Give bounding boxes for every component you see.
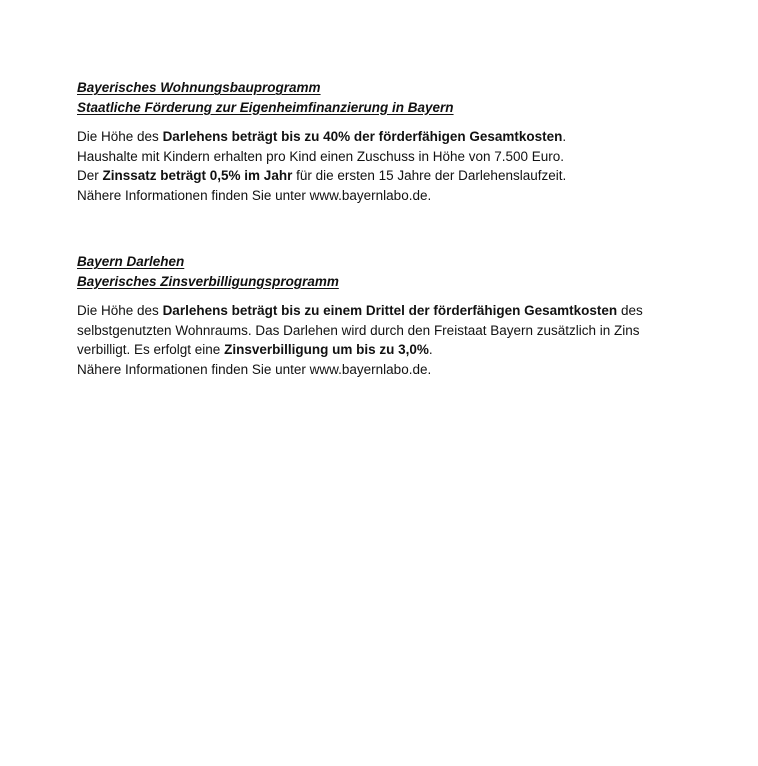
body-line-4: Nähere Informationen finden Sie unter www.bayernlabo.de.: [77, 361, 432, 377]
body-line-3: [77, 340, 697, 360]
section-wohnungsbauprogramm: [77, 78, 697, 205]
section-body: [77, 127, 697, 205]
body-line-3: [77, 166, 697, 186]
bold-text: Darlehens beträgt bis zu 40% der förderfähigen Gesamtkosten: [162, 129, 563, 144]
section-heading-line1: Bayern Darlehen: [77, 254, 185, 269]
text: Die Höhe des: [77, 129, 163, 144]
text: des: [617, 303, 643, 318]
section-heading-line2: Bayerisches Zinsverbilligungsprogramm: [77, 273, 339, 289]
section-body: [77, 301, 697, 379]
bold-text: Zinssatz beträgt 0,5% im Jahr: [102, 168, 293, 183]
body-line-1: [77, 301, 697, 321]
body-line-4: Nähere Informationen finden Sie unter www.bayernlabo.de.: [77, 187, 432, 203]
section-heading-line1: Bayerisches Wohnungsbauprogramm: [77, 80, 321, 95]
body-line-1: [77, 127, 697, 147]
text: für die ersten 15 Jahre der Darlehenslaufzeit.: [292, 168, 567, 183]
text: Die Höhe des: [77, 303, 163, 318]
section-bayern-darlehen: [77, 252, 697, 379]
text: Der: [77, 168, 103, 183]
text: .: [428, 342, 433, 357]
section-heading-line2: Staatliche Förderung zur Eigenheimfinanzierung in Bayern: [77, 99, 454, 115]
bold-text: Zinsverbilligung um bis zu 3,0%: [224, 342, 429, 357]
body-line-2: selbstgenutzten Wohnraums. Das Darlehen wird durch den Freistaat Bayern zusätzlich in Zins: [77, 322, 640, 338]
text: .: [562, 129, 567, 144]
text: verbilligt. Es erfolgt eine: [77, 342, 225, 357]
document-content: [77, 78, 697, 379]
body-line-2: Haushalte mit Kindern erhalten pro Kind einen Zuschuss in Höhe von 7.500 Euro.: [77, 148, 565, 164]
bold-text: Darlehens beträgt bis zu einem Drittel der förderfähigen Gesamtkosten: [162, 303, 618, 318]
